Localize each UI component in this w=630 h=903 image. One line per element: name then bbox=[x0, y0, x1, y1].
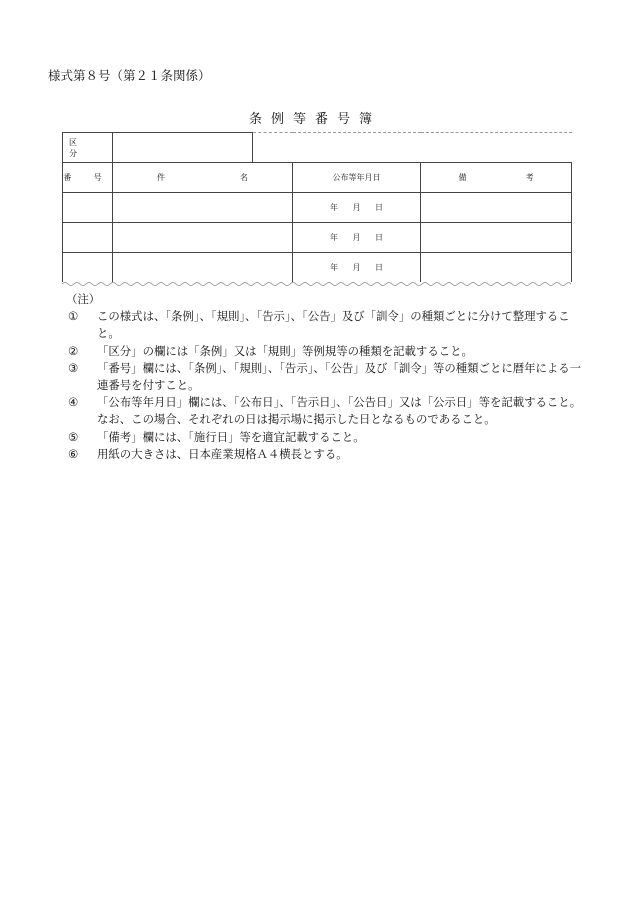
kubun-value-cell bbox=[113, 133, 253, 163]
number-cell bbox=[63, 223, 113, 253]
header-row bbox=[63, 163, 572, 193]
kubun-row bbox=[63, 133, 572, 163]
list-item bbox=[66, 394, 586, 428]
header-date: 公布等年月日 bbox=[293, 163, 421, 193]
note-text: 「番号」欄には、「条例」、「規則」、「告示」、「公告」及び「訓令」等の種類ごとに暦年による一連番号を付すこと。 bbox=[97, 360, 582, 393]
register-table bbox=[62, 132, 572, 282]
note-number: ⑥ bbox=[68, 446, 79, 461]
kubun-label: 区 分 bbox=[63, 133, 113, 163]
document-title: 条例等番号簿 bbox=[248, 112, 381, 127]
note-number: ⑤ bbox=[68, 429, 79, 444]
header-subject bbox=[113, 163, 293, 193]
note-text: 用紙の大きさは、日本産業規格Ａ４横長とする。 bbox=[97, 446, 348, 461]
list-item bbox=[66, 446, 586, 463]
header-number: 番 号 bbox=[63, 163, 113, 193]
notes-section bbox=[66, 291, 586, 463]
number-cell bbox=[63, 253, 113, 283]
list-item bbox=[66, 429, 586, 446]
note-text: 「区分」の欄には「条例」又は「規則」等例規等の種類を記載すること。 bbox=[97, 343, 473, 358]
list-item bbox=[66, 343, 586, 360]
list-item bbox=[66, 308, 586, 342]
remarks-cell bbox=[421, 193, 572, 223]
number-cell bbox=[63, 193, 113, 223]
subject-cell bbox=[113, 253, 293, 283]
table-row bbox=[63, 253, 572, 283]
note-text: 「備考」欄には、「施行日」等を適宜記載すること。 bbox=[97, 429, 365, 444]
subject-cell bbox=[113, 193, 293, 223]
note-number: ① bbox=[68, 309, 79, 324]
note-number: ② bbox=[68, 343, 79, 358]
kubun-blank-cell bbox=[253, 133, 572, 163]
table-row bbox=[63, 193, 572, 223]
date-cell: 年 月 日 bbox=[293, 193, 421, 223]
note-number: ③ bbox=[68, 360, 79, 375]
header-subject-a: 件 bbox=[156, 173, 165, 182]
header-subject-b: 名 bbox=[240, 173, 249, 182]
date-cell: 年 月 日 bbox=[293, 223, 421, 253]
date-cell: 年 月 日 bbox=[293, 253, 421, 283]
header-remarks-a: 備 bbox=[458, 173, 467, 182]
subject-cell bbox=[113, 223, 293, 253]
list-item bbox=[66, 360, 586, 394]
torn-edge-divider bbox=[62, 281, 571, 287]
header-remarks bbox=[421, 163, 572, 193]
notes-heading: （注） bbox=[66, 292, 101, 306]
form-number: 様式第８号（第２１条関係） bbox=[48, 68, 211, 83]
header-remarks-b: 考 bbox=[525, 173, 534, 182]
remarks-cell bbox=[421, 223, 572, 253]
remarks-cell bbox=[421, 253, 572, 283]
note-text: この様式は、「条例」、「規則」、「告示」、「公告」及び「訓令」の種類ごとに分けて整理すること。 bbox=[97, 309, 570, 341]
note-text: 「公布等年月日」欄には、「公布日」、「告示日」、「公告日」又は「公示日」等を記載すること。なお、この場合、それぞれの日は掲示場に掲示した日となるものであること。 bbox=[97, 395, 582, 427]
table-row bbox=[63, 223, 572, 253]
note-number: ④ bbox=[68, 395, 79, 410]
